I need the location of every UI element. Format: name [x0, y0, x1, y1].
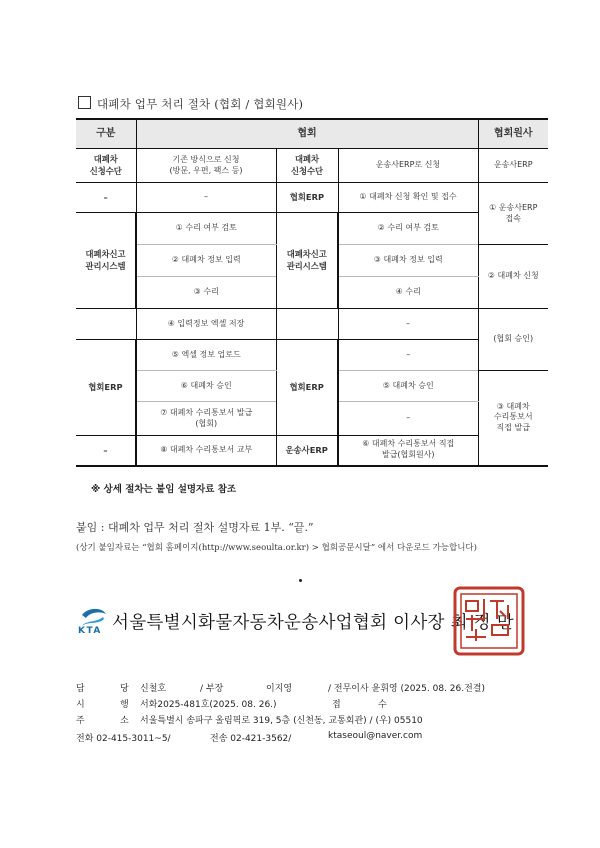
cell: 운송사ERP — [478, 149, 548, 183]
cell: ① 수리 여부 검토 — [136, 213, 276, 245]
cell: ② 수리 여부 검토 — [338, 213, 478, 245]
cell: 운송사ERP로 신청 — [338, 149, 478, 183]
cell: – — [338, 402, 478, 436]
cell-label: 대폐차신고 관리시스템 — [276, 213, 338, 309]
cell: ③ 대폐차 수리통보서 직접 발급 — [478, 371, 548, 466]
header-gubun: 구분 — [76, 119, 136, 149]
cell: ① 운송사ERP 접속 — [478, 183, 548, 245]
cell: ⑥ 대폐차 승인 — [136, 371, 276, 402]
cell: – — [338, 309, 478, 340]
cell: ② 대폐차 정보 입력 — [136, 245, 276, 277]
official-seal-icon — [452, 585, 526, 657]
table-row — [76, 309, 548, 340]
cell: ④ 수리 — [338, 277, 478, 309]
cell-label: 협회ERP — [276, 183, 338, 213]
table-row — [76, 149, 548, 183]
procedure-table — [76, 118, 548, 467]
cell: 기존 방식으로 신청 (방문, 우편, 팩스 등) — [136, 149, 276, 183]
cell-label: 운송사ERP — [276, 436, 338, 466]
logo-text: KTA — [78, 626, 102, 636]
cell-label: 협회ERP — [276, 340, 338, 436]
cell-label: 대폐차신고 관리시스템 — [76, 213, 136, 309]
cell: – — [338, 340, 478, 371]
email-link[interactable]: ktaseoul@naver.com — [328, 731, 423, 741]
section-heading: 대폐차 업무 처리 절차 (협회 / 협회원사) — [78, 96, 303, 112]
cell-label: 대폐차 신청수단 — [76, 149, 136, 183]
cell: ③ 대폐차 정보 입력 — [338, 245, 478, 277]
checkbox-square-icon — [78, 96, 91, 109]
table-row — [76, 213, 548, 245]
table-header-row — [76, 119, 548, 149]
cell: ① 대폐차 신청 확인 및 접수 — [338, 183, 478, 213]
table-row — [76, 183, 548, 213]
cell: ⑤ 엑셀 정보 업로드 — [136, 340, 276, 371]
cell: ② 대폐차 신청 — [478, 245, 548, 309]
table-row — [76, 340, 548, 371]
attachment-line: 붙임 : 대폐차 업무 처리 절차 설명자료 1부. “끝.” — [76, 521, 314, 534]
sender-name: 서울특별시화물자동차운송사업협회 이사장 최 정 만 — [112, 613, 514, 633]
cell: ⑦ 대폐차 수리통보서 발급 (협회) — [136, 402, 276, 436]
header-hyeophoe: 협회 — [136, 119, 478, 149]
cell: ⑥ 대폐차 수리통보서 직접 발급(협회원사) — [338, 436, 478, 466]
cell-label: 협회ERP — [76, 340, 136, 436]
cell: ⑧ 대폐차 수리통보서 교부 — [136, 436, 276, 466]
cell: (협회 승인) — [478, 309, 548, 371]
attachment-note: (상기 붙임자료는 “협회 홈페이지(http://www.seoulta.or.kr) > 협회공문시달” 에서 다운로드 가능합니다) — [76, 543, 477, 553]
cell-label: 대폐차 신청수단 — [276, 149, 338, 183]
table-row — [76, 436, 548, 466]
cell: ③ 수리 — [136, 277, 276, 309]
cell-label: – — [76, 436, 136, 466]
cell: – — [136, 183, 276, 213]
divider-dot — [299, 579, 302, 582]
detail-note: ※ 상세 절차는 붙임 설명자료 참조 — [91, 484, 237, 495]
header-members: 협회원사 — [478, 119, 548, 149]
cell: ④ 입력정보 엑셀 저장 — [136, 309, 276, 340]
cell-label: – — [76, 183, 136, 213]
cell: ⑤ 대폐차 승인 — [338, 371, 478, 402]
